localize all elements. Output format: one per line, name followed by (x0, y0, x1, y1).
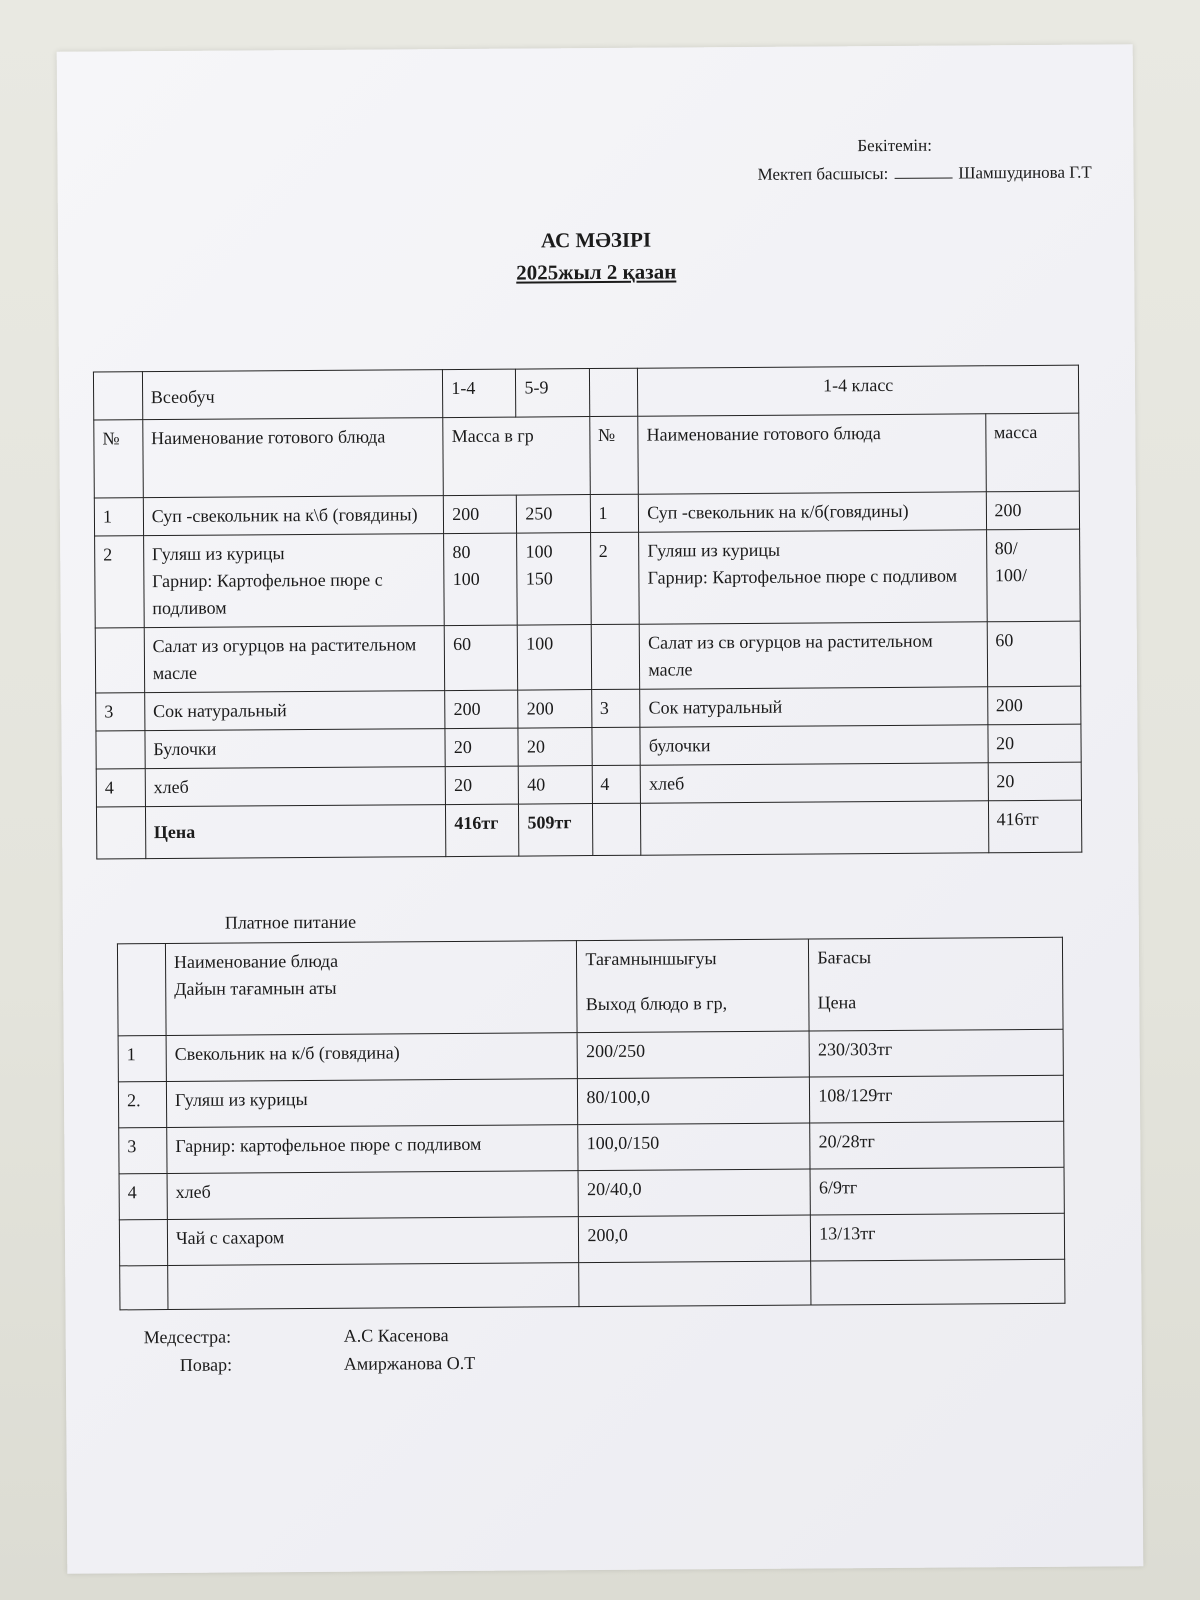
table-row (119, 1213, 1064, 1266)
dish-name: Свекольник на к/б (говядина) (166, 1033, 578, 1082)
approval-block (757, 131, 1097, 189)
director-name: Шамшудинова Г.Т (958, 162, 1092, 183)
price-right: 416тг (988, 800, 1082, 853)
row-num (119, 1220, 167, 1266)
signature-line (894, 164, 952, 179)
document-date: 2025жыл 2 қазан (516, 259, 677, 285)
mass-5-9: 100 150 (517, 533, 591, 626)
row-num: 3 (96, 693, 145, 731)
row-num: 2 (95, 536, 144, 628)
dish-name-right: хлеб (640, 763, 988, 803)
dish-price: 108/129тг (810, 1075, 1064, 1123)
dish-yield: 200,0 (579, 1215, 811, 1263)
row-num-right (591, 727, 640, 765)
mass-right: 60 (987, 621, 1081, 687)
mass-right: 80/ 100/ (986, 529, 1080, 622)
nurse-role: Медсестра: (143, 1326, 232, 1348)
mass-5-9: 200 (518, 690, 591, 729)
dish-name: Чай с сахаром (167, 1217, 579, 1266)
document-title-block (58, 220, 1134, 292)
paid-price-header-kz: Бағасы (817, 947, 872, 968)
document-title: АС МӘЗІРІ (540, 227, 652, 253)
mass-1-4: 80 100 (444, 533, 518, 626)
mass-right: 200 (986, 491, 1080, 530)
table-row (119, 1121, 1064, 1174)
dish-name-right: булочки (640, 725, 988, 765)
dish-name-right: Суп -свекольник на к/б(говядины) (639, 492, 987, 532)
dish-yield: 80/100,0 (578, 1077, 810, 1125)
dish-name: Сок натуральный (144, 691, 445, 731)
col-mass-header-right: масса (985, 413, 1079, 492)
mass-5-9: 20 (518, 728, 591, 767)
row-num: 2. (118, 1082, 166, 1128)
paid-name-header-ru: Наименование блюда (173, 950, 339, 972)
row-num-right: 4 (592, 765, 641, 803)
grade-header-1-4: 1-4 (443, 369, 516, 418)
dish-name-right: Сок натуральный (640, 687, 988, 727)
nurse-name: А.С Касенова (343, 1325, 449, 1346)
paid-name-header (165, 941, 577, 1036)
cook-role: Повар: (179, 1354, 233, 1375)
paid-price-header (809, 937, 1063, 1031)
mass-1-4: 60 (445, 625, 519, 691)
dish-price: 20/28тг (810, 1121, 1064, 1169)
mass-right: 200 (987, 686, 1081, 725)
row-num: 1 (94, 498, 143, 536)
row-num-right: 1 (590, 494, 639, 532)
dish-name: Суп -свекольник на к\б (говядины) (143, 496, 444, 536)
table-row (117, 937, 1063, 1036)
col-num-header: № (94, 420, 143, 498)
table-row (93, 365, 1078, 420)
col-name-header: Наименование готового блюда (143, 418, 444, 498)
col-name-header-right: Наименование готового блюда (638, 414, 986, 494)
program-label: Всеобуч (142, 370, 443, 420)
dish-price: 6/9тг (810, 1167, 1064, 1215)
table-row (119, 1167, 1064, 1220)
paid-price-header-ru: Цена (817, 992, 857, 1013)
dish-yield: 200/250 (577, 1031, 809, 1079)
dish-yield: 100,0/150 (578, 1123, 810, 1171)
paid-meals-table (117, 937, 1066, 1311)
dish-name: Салат из огурцов на растительном масле (144, 626, 445, 693)
mass-1-4: 20 (445, 766, 518, 805)
col-num-header-right: № (589, 416, 638, 494)
dish-name: хлеб (167, 1171, 579, 1220)
price-row (96, 800, 1081, 859)
paid-yield-header (577, 939, 809, 1033)
row-num: 4 (96, 769, 145, 807)
cook-name: Амиржанова О.Т (343, 1352, 476, 1374)
dish-yield: 20/40,0 (578, 1169, 810, 1217)
row-num-right: 2 (590, 532, 639, 624)
paid-yield-header-ru: Выход блюдо в гр, (585, 993, 728, 1015)
row-num (95, 628, 144, 693)
paid-name-header-kz: Дайын тағамнын аты (174, 977, 337, 999)
mass-5-9: 250 (517, 495, 590, 534)
dish-price: 13/13тг (811, 1213, 1065, 1261)
dish-name-right: Гуляш из курицы Гарнир: Картофельное пюре с подливом (639, 530, 987, 624)
mass-1-4: 200 (444, 495, 517, 534)
mass-1-4: 20 (445, 728, 518, 767)
row-num: 4 (119, 1174, 167, 1220)
dish-name: Гарнир: картофельное пюре с подливом (167, 1125, 579, 1174)
table-row (118, 1029, 1063, 1082)
mass-right: 20 (987, 724, 1081, 763)
dish-name: Гуляш из курицы (166, 1079, 578, 1128)
price-1-4: 416тг (446, 804, 519, 857)
row-num-right (591, 624, 640, 689)
mass-5-9: 40 (519, 766, 592, 805)
dish-price: 230/303тг (809, 1029, 1063, 1077)
row-num (96, 731, 145, 769)
menu-document (57, 44, 1144, 1573)
mass-1-4: 200 (445, 690, 518, 729)
paid-meals-label: Платное питание (224, 911, 357, 933)
table-row (95, 621, 1080, 693)
director-label: Мектеп басшысы: (757, 163, 889, 184)
dish-name-right: Салат из св огурцов на растительном масле (639, 622, 987, 689)
dish-name: хлеб (145, 767, 446, 807)
table-row (95, 529, 1081, 628)
table-row (118, 1075, 1063, 1128)
row-num-right: 3 (591, 689, 640, 727)
signatures-block (144, 1321, 476, 1379)
row-num: 3 (119, 1128, 167, 1174)
row-num: 1 (118, 1036, 166, 1082)
grade-header-5-9: 5-9 (516, 369, 589, 418)
col-mass-header: Масса в гр (443, 417, 590, 496)
mass-right: 20 (988, 762, 1082, 801)
table-row (94, 413, 1080, 498)
table-row (120, 1259, 1065, 1310)
dish-name: Булочки (145, 729, 446, 769)
mass-5-9: 100 (518, 625, 592, 691)
paid-yield-header-kz: Тағамныншығуы (585, 948, 717, 970)
dish-name: Гуляш из курицы Гарнир: Картофельное пюре с подливом (143, 534, 444, 628)
price-label: Цена (145, 805, 446, 859)
price-5-9: 509тг (519, 804, 592, 857)
approval-heading: Бекітемін: (857, 135, 933, 156)
free-meals-table (93, 365, 1082, 860)
class-header: 1-4 класс (638, 365, 1079, 416)
